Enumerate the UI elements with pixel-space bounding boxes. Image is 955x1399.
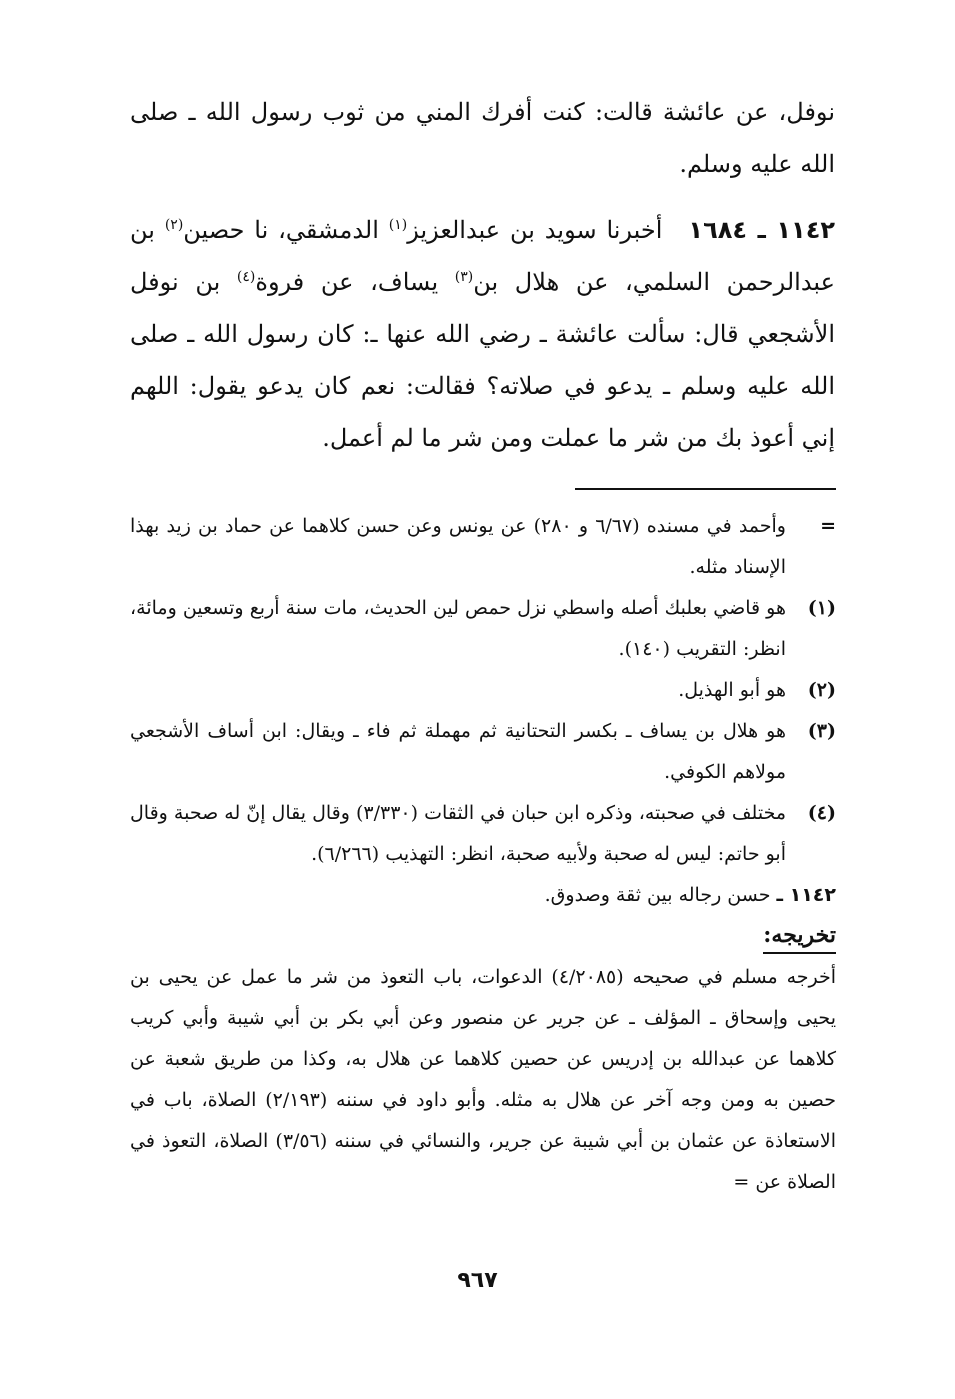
footnote-item <box>130 670 836 711</box>
footnote-mark: (٤) <box>807 802 836 824</box>
footnote-mark: (٣) <box>807 720 836 742</box>
hadith-text-part: يساف، عن فروة <box>255 268 455 296</box>
takhrij-title: تخريجه: <box>763 918 836 954</box>
footnote-ref: (٢) <box>164 217 184 233</box>
footnote-item <box>130 588 836 670</box>
footnote-item <box>130 711 836 793</box>
footnote-ref: (٤) <box>236 269 256 285</box>
footnote-item <box>130 793 836 875</box>
footnote-text: وأحمد في مسنده (٦/٦٧ و ٢٨٠) عن يونس وعن حسن كلاهما عن حماد بن زيد بهذا الإسناد مثله. <box>130 515 786 578</box>
footnote-mark: (٢) <box>807 679 836 701</box>
footnote-text: هو هلال بن يساف ـ بكسر التحتانية ثم مهملة ثم فاء ـ ويقال: ابن أساف الأشجعي مولاهم الكوفي. <box>130 720 786 783</box>
grade-text: حسن رجاله بين ثقة وصدوق. <box>544 884 771 906</box>
takhrij-text: أخرجه مسلم في صحيحه (٤/٢٠٨٥) الدعوات، باب التعوذ من شر ما عمل عن يحيى بن يحيى وإسحاق ـ المؤلف ـ عن جرير عن منصور وعن أبي بكر بن أبي شيبة وأبي كريب كلاهما عن عبدالله بن إدريس عن حصين كلاهما عن هلال به، وكذا من طريق شعبة عن حصين به ومن وجه آخر عن هلال به مثله. وأبو داود في سننه (٢/١٩٣) الصلاة، باب في الاستعاذة عن عثمان بن أبي شيبة عن جرير، والنسائي في سننه (٣/٥٦) الصلاة، التعوذ في الصلاة عن = <box>130 966 837 1193</box>
main-text <box>130 86 835 464</box>
grade-number: ١١٤٢ ـ <box>776 884 836 906</box>
footnote-ref: (٣) <box>454 269 474 285</box>
hadith-grade <box>130 875 836 916</box>
footnote-continuation <box>130 506 836 588</box>
footnote-ref: (١) <box>388 217 408 233</box>
continuation-mark: = <box>820 515 836 537</box>
hadith-paragraph <box>130 204 835 464</box>
hadith-text-part: أخبرنا سويد بن عبدالعزيز <box>407 216 663 244</box>
footnote-separator <box>575 488 836 490</box>
page-number: ٩٦٧ <box>457 1268 498 1293</box>
footnote-mark: (١) <box>807 597 836 619</box>
footnotes <box>130 506 836 1203</box>
hadith-text-part: بن نوفل الأشجعي قال: سألت عائشة ـ رضي الله عنها ـ: كان رسول الله ـ صلى الله عليه وسلم ـ يدعو في صلاته؟ فقالت: نعم كان يدعو يقول: اللهم إني أعوذ بك من شر ما عملت ومن شر ما لم أعمل. <box>130 268 835 452</box>
takhrij-heading-row <box>130 916 836 957</box>
hadith-number: ١١٤٢ ـ ١٦٨٤ <box>688 216 835 244</box>
footnote-text: هو قاضي بعلبك أصله واسطي نزل حمص لين الحديث، مات سنة أربع وتسعين ومائة، انظر: التقريب (١٤٠). <box>130 597 786 660</box>
footnote-text: مختلف في صحبته، وذكره ابن حبان في الثقات (٣/٣٣٠) وقال يقال إنّ له صحبة وقال أبو حاتم: ليس له صحبة ولأبيه صحبة، انظر: التهذيب (٦/٢٦٦). <box>130 802 787 865</box>
paragraph-continuation: نوفل، عن عائشة قالت: كنت أفرك المني من ثوب رسول الله ـ صلى الله عليه وسلم. <box>130 98 835 178</box>
footnote-text: هو أبو الهذيل. <box>678 679 786 701</box>
hadith-text-part: بن عبدالرحمن السلمي، عن هلال بن <box>130 216 835 296</box>
hadith-text-part: الدمشقي، نا حصين <box>183 216 389 244</box>
